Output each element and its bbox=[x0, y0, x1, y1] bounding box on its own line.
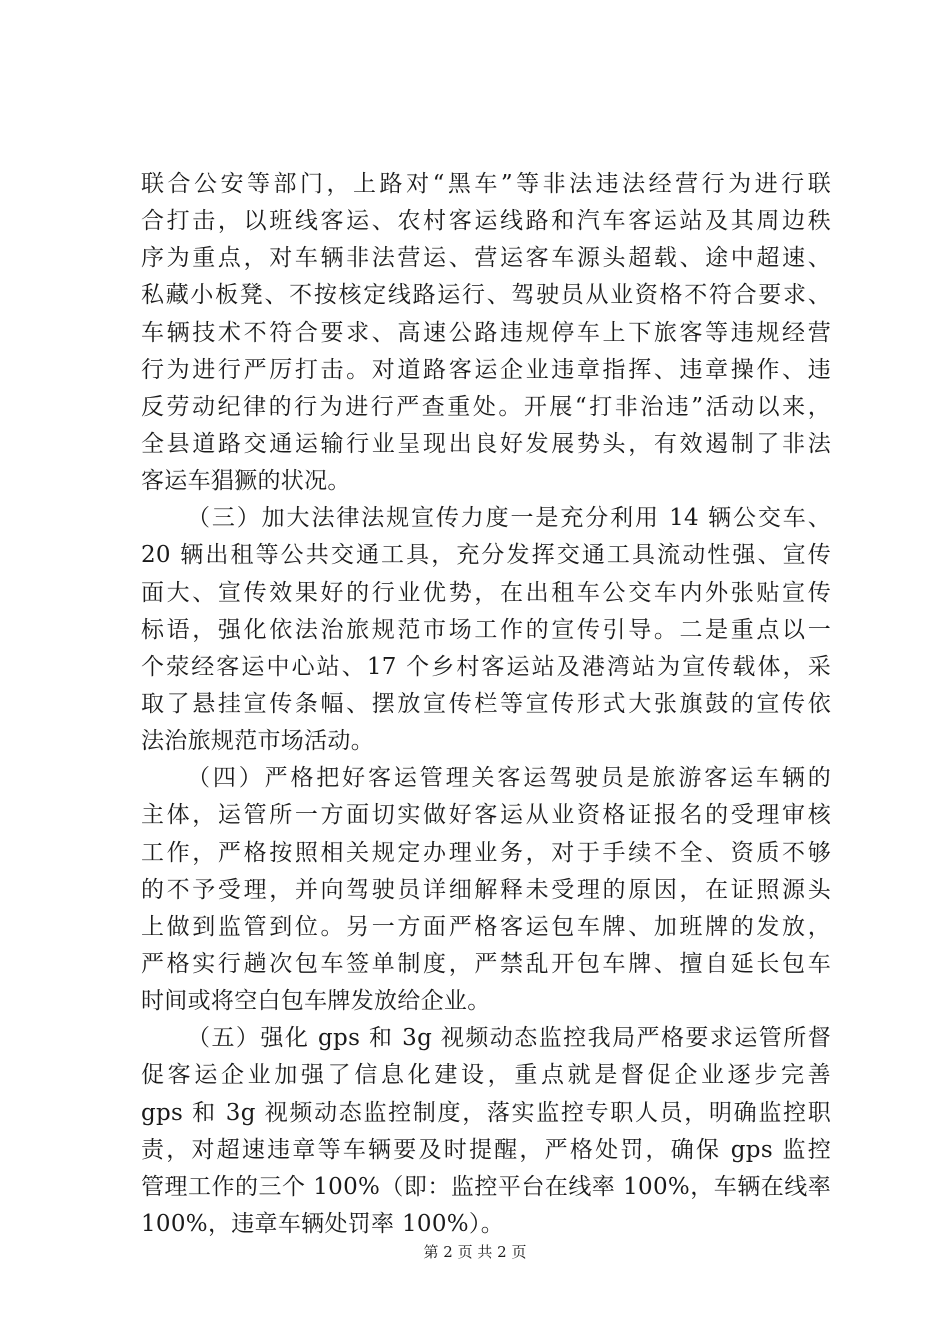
text-line: 促客运企业加强了信息化建设，重点就是督促企业逐步完善 bbox=[141, 1062, 831, 1089]
text-line: 客运车猖獗的状况。 bbox=[141, 468, 351, 495]
text-line: 的不予受理，并向驾驶员详细解释未受理的原因，在证照源头 bbox=[141, 876, 831, 903]
text-line: 私藏小板凳、不按核定线路运行、驾驶员从业资格不符合要求、 bbox=[141, 282, 831, 309]
text-line: 合打击，以班线客运、农村客运线路和汽车客运站及其周边秩 bbox=[141, 208, 831, 235]
section-heading-line: （四）严格把好客运管理关客运驾驶员是旅游客运车辆的 bbox=[187, 765, 831, 792]
text-line: 工作，严格按照相关规定办理业务，对于手续不全、资质不够 bbox=[141, 839, 831, 866]
text-line: gps 和 3g 视频动态监控制度，落实监控专职人员，明确监控职 bbox=[141, 1099, 831, 1126]
text-line: 车辆技术不符合要求、高速公路违规停车上下旅客等违规经营 bbox=[141, 319, 831, 346]
text-line: 时间或将空白包车牌发放给企业。 bbox=[141, 988, 491, 1015]
text-line: 取了悬挂宣传条幅、摆放宣传栏等宣传形式大张旗鼓的宣传依 bbox=[141, 690, 831, 717]
text-line: 标语，强化依法治旅规范市场工作的宣传引导。二是重点以一 bbox=[141, 616, 831, 643]
text-line: 个荥经客运中心站、17 个乡村客运站及港湾站为宣传载体，采 bbox=[141, 653, 831, 680]
text-line: 严格实行趟次包车签单制度，严禁乱开包车牌、擅自延长包车 bbox=[141, 950, 831, 977]
section-heading-line: （五）强化 gps 和 3g 视频动态监控我局严格要求运管所督 bbox=[187, 1025, 831, 1052]
text-line: 全县道路交通运输行业呈现出良好发展势头，有效遏制了非法 bbox=[141, 430, 831, 457]
text-line: 序为重点，对车辆非法营运、营运客车源头超载、途中超速、 bbox=[141, 245, 831, 272]
text-line: 联合公安等部门，上路对“黑车”等非法违法经营行为进行联 bbox=[141, 171, 831, 197]
text-line: 管理工作的三个 100%（即：监控平台在线率 100%，车辆在线率 bbox=[141, 1173, 831, 1200]
text-line: 行为进行严厉打击。对道路客运企业违章指挥、违章操作、违 bbox=[141, 356, 831, 383]
text-line: 上做到监管到位。另一方面严格客运包车牌、加班牌的发放， bbox=[141, 913, 831, 940]
document-body bbox=[141, 166, 831, 1243]
text-line: 法治旅规范市场活动。 bbox=[141, 728, 374, 755]
text-line: 100%，违章车辆处罚率 100%）。 bbox=[141, 1210, 505, 1237]
text-line: 20 辆出租等公共交通工具，充分发挥交通工具流动性强、宣传 bbox=[141, 542, 831, 569]
text-line: 主体，运管所一方面切实做好客运从业资格证报名的受理审核 bbox=[141, 802, 831, 829]
text-line: 面大、宣传效果好的行业优势，在出租车公交车内外张贴宣传 bbox=[141, 579, 831, 606]
page-number-footer: 第 2 页 共 2 页 bbox=[423, 1243, 527, 1261]
text-line: 责，对超速违章等车辆要及时提醒，严格处罚，确保 gps 监控 bbox=[141, 1136, 831, 1163]
section-heading-line: （三）加大法律法规宣传力度一是充分利用 14 辆公交车、 bbox=[187, 505, 831, 532]
text-line: 反劳动纪律的行为进行严查重处。开展“打非治违”活动以来， bbox=[141, 393, 831, 420]
